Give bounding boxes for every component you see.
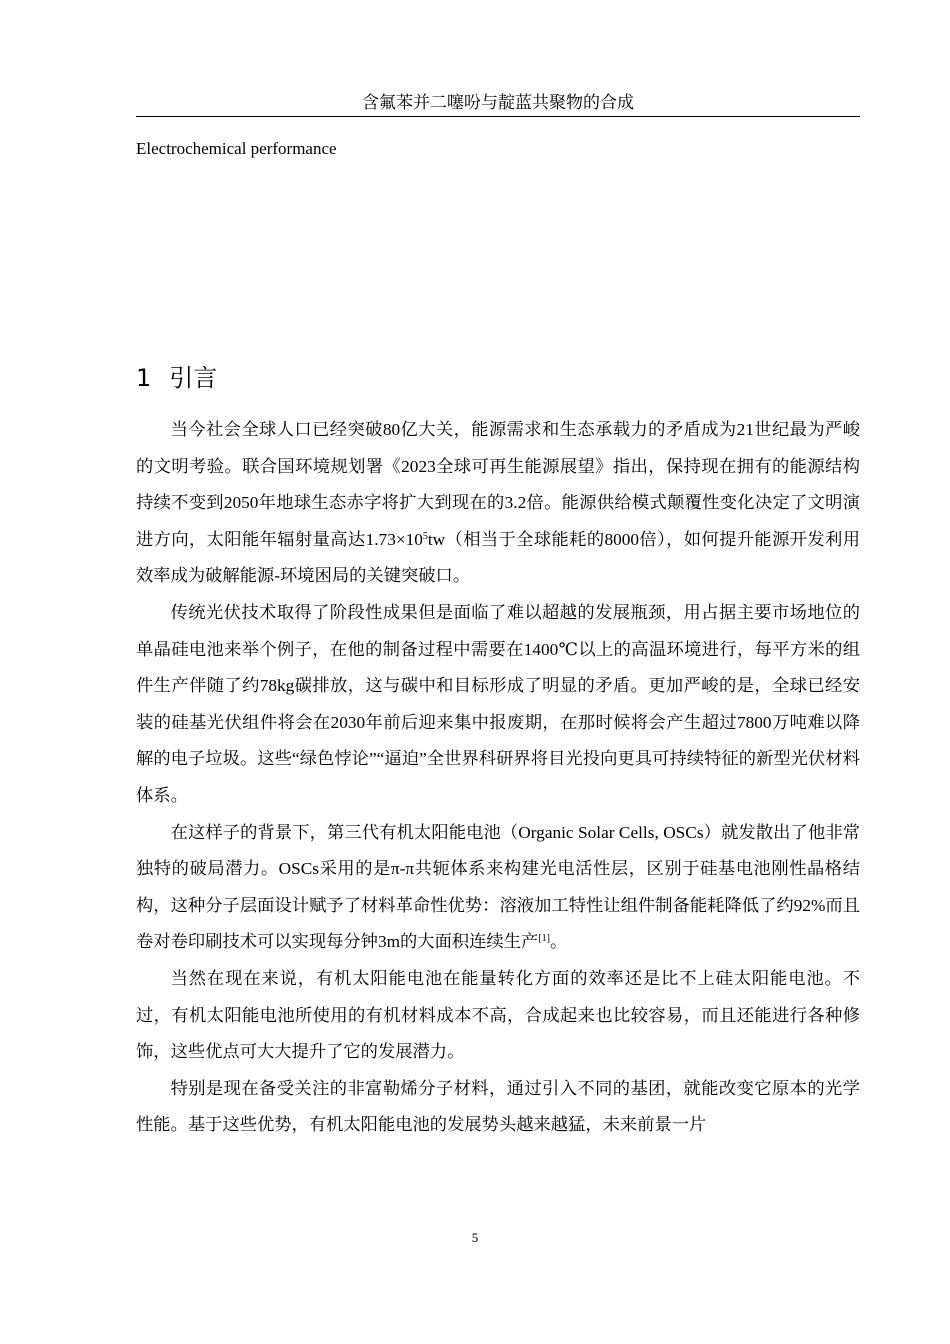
paragraph-2: 传统光伏技术取得了阶段性成果但是面临了难以超越的发展瓶颈，用占据主要市场地位的单晶硅电池来举个例子，在他的制备过程中需要在1400℃以上的高温环境进行，每平方米的组件生产伴随了约78kg碳排放，这与碳中和目标形成了明显的矛盾。更加严峻的是，全球已经安装的硅基光伏组件将会在2030年前后迎来集中报废期，在那时候将会产生超过7800万吨难以降解的电子垃圾。这些“绿色悖论”“逼迫”全世界科研界将目光投向更具可持续特征的新型光伏材料体系。	[136, 602, 860, 805]
paragraph-1: 当今社会全球人口已经突破80亿大关，能源需求和生态承载力的矛盾成为21世纪最为严峻的文明考验。联合国环境规划署《2023全球可再生能源展望》指出，保持现在拥有的能源结构持续不变到2050年地球生态赤字将扩大到现在的3.2倍。能源供给模式颠覆性变化决定了文明演进方向，太阳能年辐射量高达$1.73\times 10^5tw$（相当于全球能耗的8000倍），如何提升能源开发利用效率成为破解能源-环境困局的关键突破口。	[136, 420, 860, 586]
section-title: 引言	[169, 364, 218, 392]
page-number: 5	[471, 1230, 479, 1245]
superscript-exponent: 5	[422, 530, 428, 542]
running-header: 含氟苯并二噻吩与靛蓝共聚物的合成	[136, 92, 860, 117]
english-subtitle: Electrochemical performance	[136, 139, 337, 158]
paragraph-3: 在这样子的背景下，第三代有机太阳能电池（Organic Solar Cells, OSCs）就发散出了他非常独特的破局潜力。OSCs采用的是π-π共轭体系来构建光电活性层，区别于硅基电池刚性晶格结构，这种分子层面设计赋予了材料革命性优势：溶液加工特性让组件制备能耗降低了约92%而且卷对卷印刷技术可以实现每分钟3m的大面积连续生产[1]。	[136, 822, 860, 952]
citation-reference: [1]	[538, 933, 550, 945]
paragraph-4: 当然在现在来说，有机太阳能电池在能量转化方面的效率还是比不上硅太阳能电池。不过，有机太阳能电池所使用的有机材料成本不高，合成起来也比较容易，而且还能进行各种修饰，这些优点可大大提升了它的发展潜力。	[136, 968, 860, 1062]
paragraph-5: 特别是现在备受关注的非富勒烯分子材料，通过引入不同的基团，就能改变它原本的光学性能。基于这些优势，有机太阳能电池的发展势头越来越猛，未来前景一片	[136, 1078, 860, 1135]
section-heading	[136, 362, 217, 394]
body-text	[136, 412, 860, 1144]
section-number: 1	[136, 364, 152, 392]
